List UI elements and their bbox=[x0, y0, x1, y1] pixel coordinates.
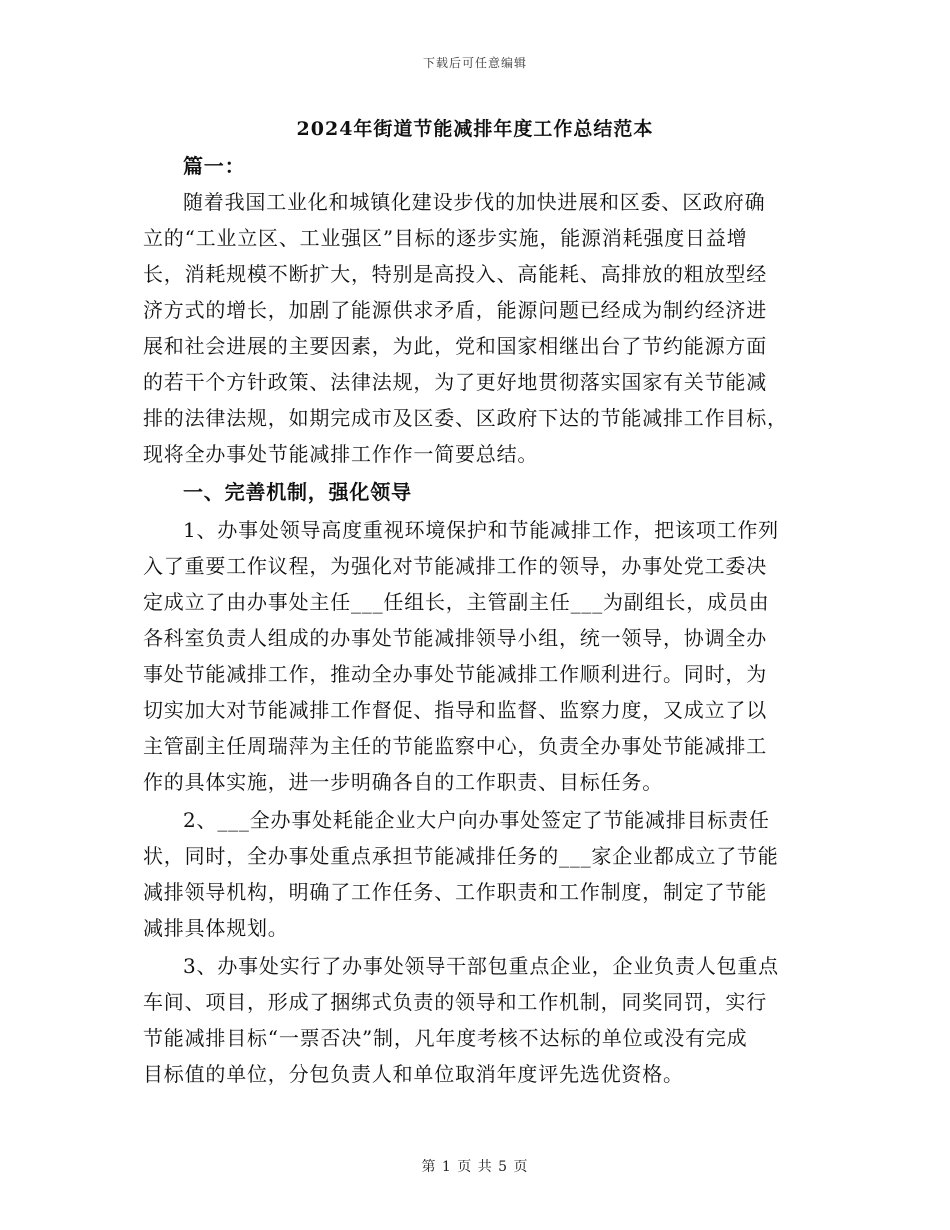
paragraph-line: 2、___全办事处耗能企业大户向办事处签定了节能减排目标责任 bbox=[183, 808, 770, 832]
part-label: 篇一： bbox=[183, 154, 246, 178]
document-body bbox=[143, 148, 808, 1092]
paragraph-line: 事处节能减排工作，推动全办事处节能减排工作顺利进行。同时，为 bbox=[143, 662, 767, 686]
intro-paragraph bbox=[143, 184, 808, 472]
paragraph-line: 减排具体规划。 bbox=[143, 916, 289, 940]
paragraph-line: 长，消耗规模不断扩大，特别是高投入、高能耗、高排放的粗放型经 bbox=[143, 262, 767, 286]
paragraph-line: 随着我国工业化和城镇化建设步伐的加快进展和区委、区政府确 bbox=[183, 190, 766, 214]
paragraph-line: 立的“工业立区、工业强区”目标的逐步实施，能源消耗强度日益增 bbox=[143, 226, 748, 250]
paragraph-2 bbox=[143, 802, 808, 946]
paragraph-line: 作的具体实施，进一步明确各自的工作职责、目标任务。 bbox=[143, 770, 663, 794]
paragraph-line: 主管副主任周瑞萍为主任的节能监察中心，负责全办事处节能减排工 bbox=[143, 734, 767, 758]
paragraph-line: 目标值的单位，分包负责人和单位取消年度评先选优资格。 bbox=[143, 1062, 684, 1086]
page-number: 第 1 页 共 5 页 bbox=[421, 1159, 529, 1175]
paragraph-line: 各科室负责人组成的办事处节能减排领导小组，统一领导，协调全办 bbox=[143, 626, 767, 650]
paragraph-line: 排的法律法规，如期完成市及区委、区政府下达的节能减排工作目标， bbox=[143, 406, 788, 430]
paragraph-line: 切实加大对节能减排工作督促、指导和监督、监察力度，又成立了以 bbox=[143, 698, 767, 722]
paragraph-line: 3、办事处实行了办事处领导干部包重点企业，企业负责人包重点 bbox=[183, 954, 779, 978]
header-note: 下载后可任意编辑 bbox=[422, 56, 527, 70]
paragraph-line: 1、办事处领导高度重视环境保护和节能减排工作，把该项工作列 bbox=[183, 518, 779, 542]
document-title: 2024年街道节能减排年度工作总结范本 bbox=[296, 118, 654, 140]
paragraph-line: 车间、项目，形成了捆绑式负责的领导和工作机制，同奖同罚，实行 bbox=[143, 990, 767, 1014]
paragraph-1 bbox=[143, 512, 808, 800]
paragraph-line: 济方式的增长，加剧了能源供求矛盾，能源问题已经成为制约经济进 bbox=[143, 298, 767, 322]
paragraph-line: 的若干个方针政策、法律法规，为了更好地贯彻落实国家有关节能减 bbox=[143, 370, 767, 394]
paragraph-line: 现将全办事处节能减排工作作一简要总结。 bbox=[143, 442, 539, 466]
paragraph-line: 减排领导机构，明确了工作任务、工作职责和工作制度，制定了节能 bbox=[143, 880, 767, 904]
section-heading: 一、完善机制，强化领导 bbox=[183, 480, 412, 504]
paragraph-line: 状，同时，全办事处重点承担节能减排任务的___家企业都成立了节能 bbox=[143, 844, 779, 868]
paragraph-3 bbox=[143, 948, 808, 1092]
paragraph-line: 入了重要工作议程，为强化对节能减排工作的领导，办事处党工委决 bbox=[143, 554, 767, 578]
paragraph-line: 展和社会进展的主要因素，为此，党和国家相继出台了节约能源方面 bbox=[143, 334, 767, 358]
paragraph-line: 定成立了由办事处主任___任组长，主管副主任___为副组长，成员由 bbox=[143, 590, 770, 614]
paragraph-line: 节能减排目标“一票否决”制，凡年度考核不达标的单位或没有完成 bbox=[143, 1026, 748, 1050]
